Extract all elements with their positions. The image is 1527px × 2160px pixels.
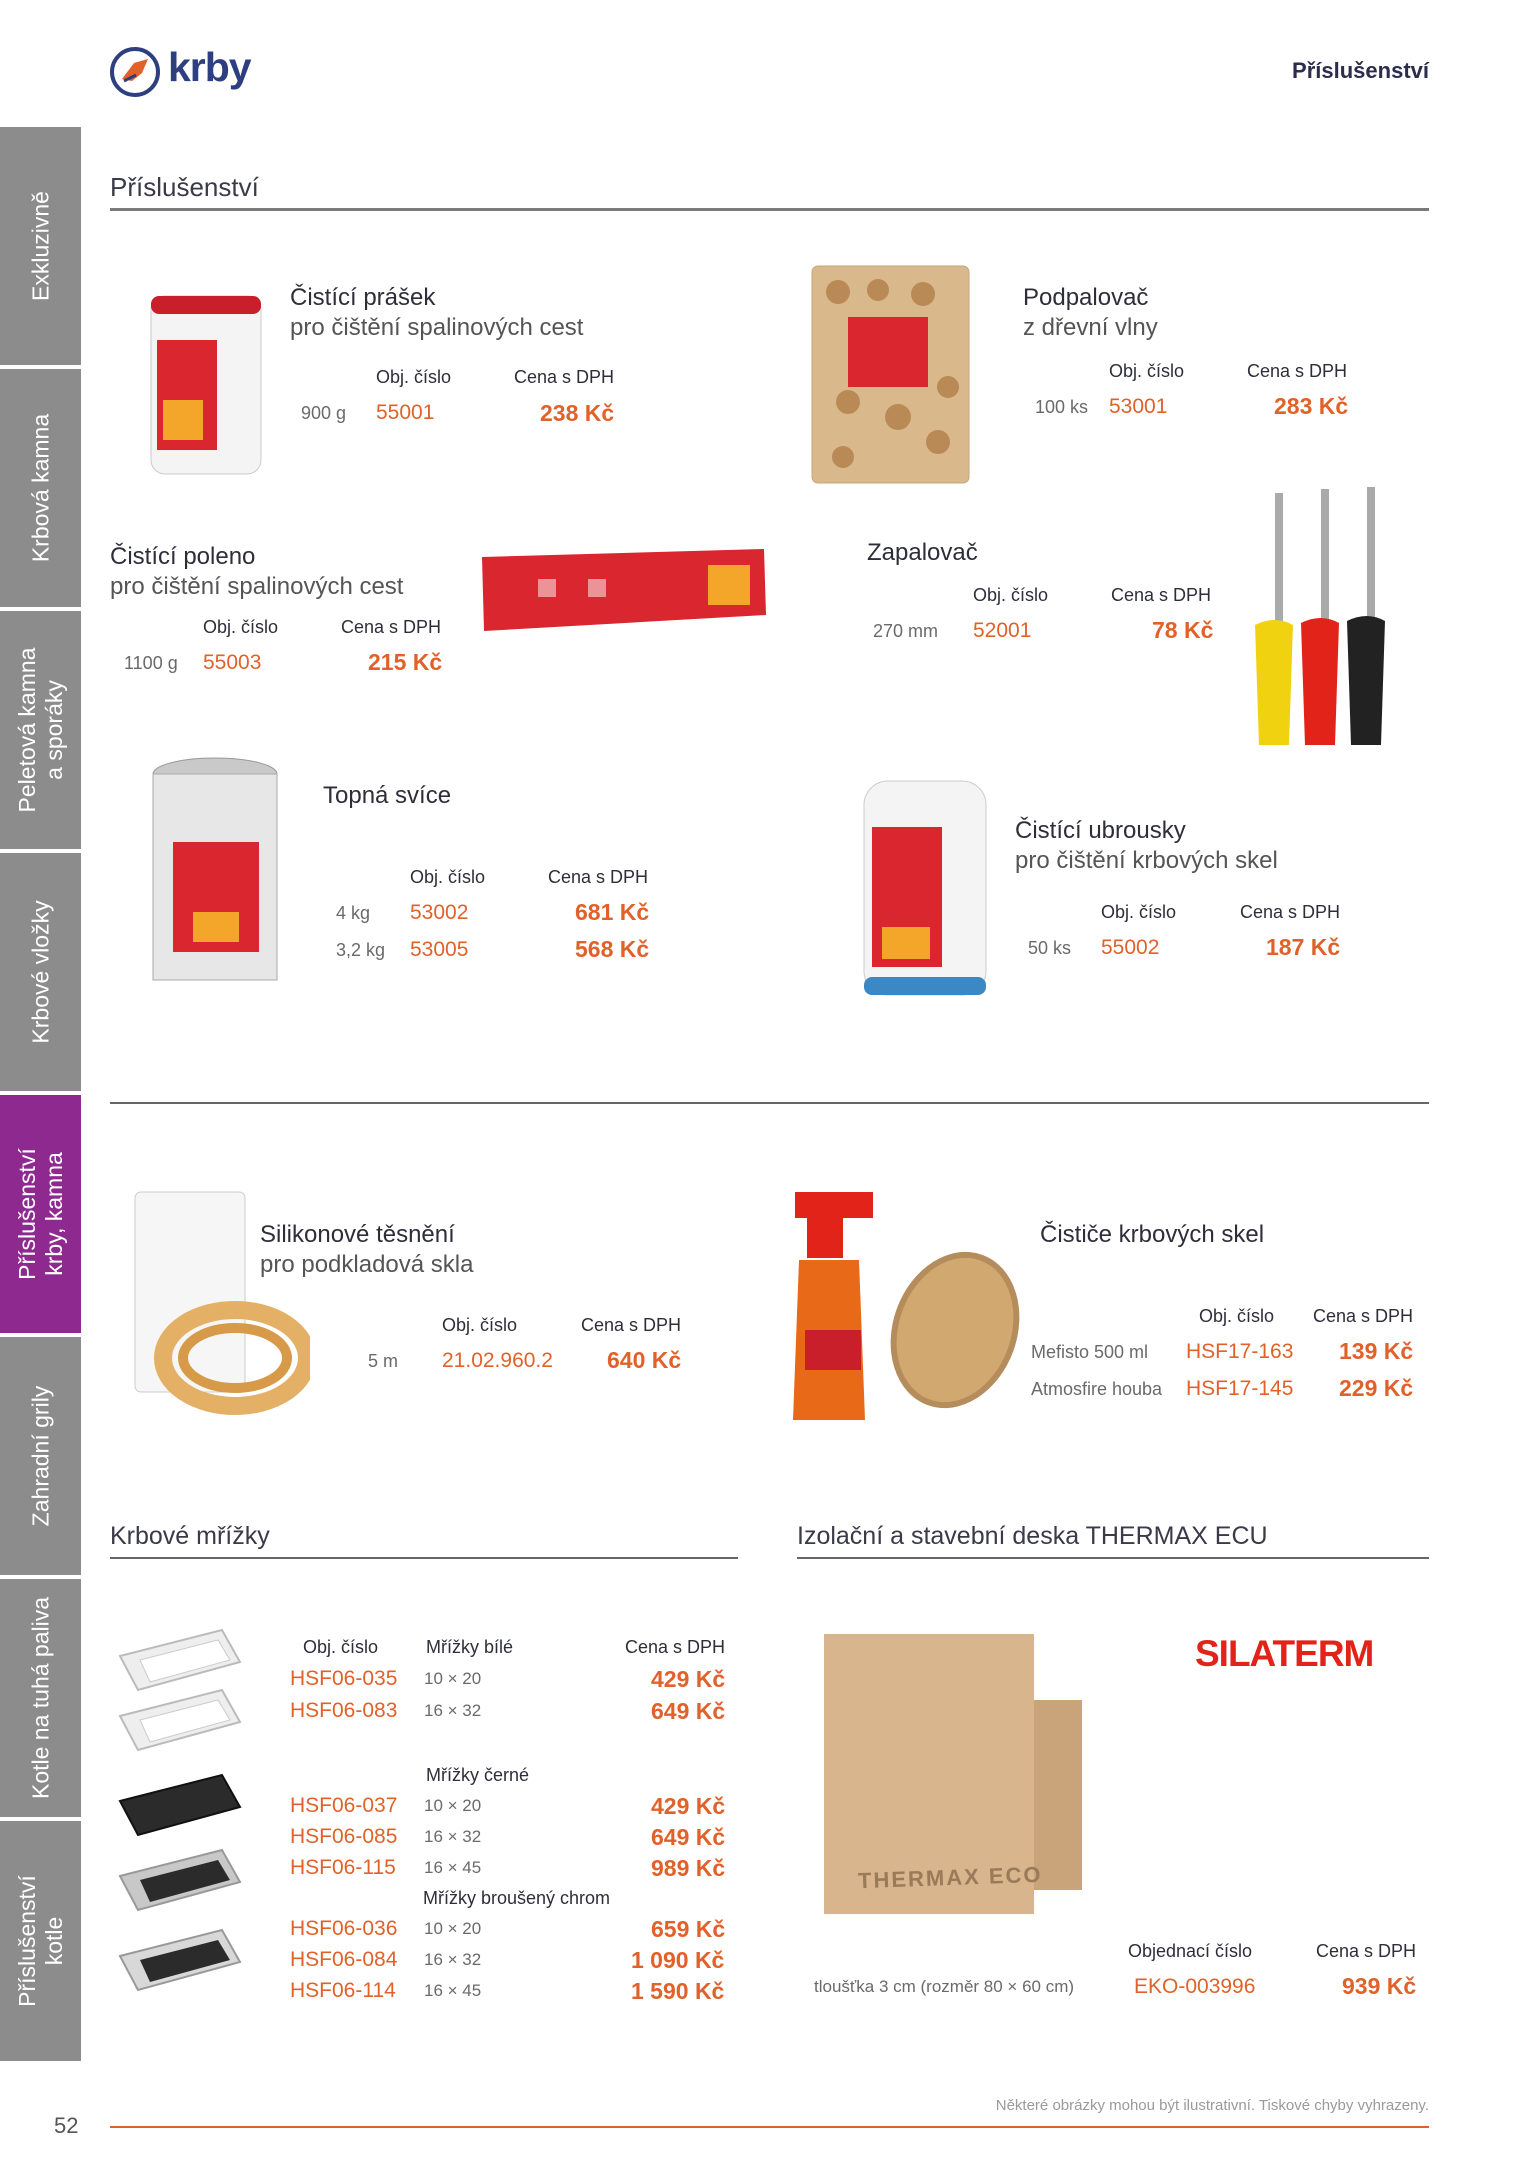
- grille-group-label: Mřížky černé: [426, 1765, 530, 1785]
- grille-price: 1 590 Kč: [631, 1978, 725, 2004]
- mrizky-title: Krbové mřížky: [110, 1522, 270, 1550]
- product-podpalovac: [1023, 283, 1158, 343]
- product-poleno: [110, 542, 403, 602]
- grille-size: 10 × 20: [424, 1796, 482, 1815]
- header-section-label: Příslušenství: [1292, 58, 1429, 83]
- product-qty: 100 ks: [1035, 397, 1089, 417]
- mrizky-divider: [110, 1557, 738, 1559]
- col-header-code: Obj. číslo: [376, 367, 452, 387]
- product-qty: 900 g: [301, 403, 347, 423]
- sidebar-item-kotle[interactable]: [0, 1579, 81, 1817]
- product-code[interactable]: 55002: [1101, 936, 1160, 959]
- product-code[interactable]: 53002: [410, 901, 469, 924]
- col-header-price: Cena s DPH: [1316, 1941, 1417, 1961]
- grille-price: 649 Kč: [651, 1698, 726, 1724]
- sidebar-item-label: a sporáky: [40, 680, 67, 780]
- product-subtitle: pro čištění spalinových cest: [290, 314, 584, 341]
- product-price: 78 Kč: [1152, 617, 1214, 643]
- sidebar-item-label: Peletová kamna: [13, 647, 40, 813]
- product-svice: [323, 781, 451, 811]
- sidebar-item-label: Krbové vložky: [27, 900, 53, 1044]
- col-header-code: Obj. číslo: [442, 1315, 518, 1335]
- product-qty: Mefisto 500 ml: [1031, 1342, 1149, 1362]
- section-divider: [110, 1102, 1429, 1104]
- product-code[interactable]: 53001: [1109, 395, 1168, 418]
- grille-size: 10 × 20: [424, 1919, 482, 1938]
- grille-code[interactable]: HSF06-084: [290, 1948, 398, 1971]
- grille-size: 16 × 32: [424, 1701, 482, 1720]
- page-number: 52: [54, 2113, 79, 2138]
- product-code[interactable]: 52001: [973, 619, 1032, 642]
- col-header-price: Cena s DPH: [514, 367, 615, 387]
- product-code[interactable]: HSF17-145: [1186, 1377, 1294, 1400]
- grille-price: 429 Kč: [651, 1666, 726, 1692]
- product-name: Čistící poleno: [110, 543, 256, 570]
- product-price: 238 Kč: [540, 400, 615, 426]
- sidebar-item-label: Kotle na tuhá paliva: [27, 1596, 53, 1800]
- grille-size: 16 × 32: [424, 1827, 482, 1846]
- product-price: 139 Kč: [1339, 1338, 1414, 1364]
- lighter-image: [1245, 485, 1405, 755]
- grille-size: 16 × 45: [424, 1981, 482, 2000]
- sidebar-item-label: Zahradní grily: [27, 1385, 53, 1527]
- product-desc: tloušťka 3 cm (rozměr 80 × 60 cm): [814, 1977, 1075, 1996]
- col-header-price: Cena s DPH: [1240, 902, 1341, 922]
- grille-price: 659 Kč: [651, 1916, 726, 1942]
- product-name: Topná svíce: [323, 782, 452, 809]
- col-header-price: Cena s DPH: [1111, 585, 1212, 605]
- col-header-code: Obj. číslo: [303, 1637, 379, 1657]
- sidebar-item-prislusenstvi-kotle[interactable]: [0, 1821, 81, 2061]
- product-price: 681 Kč: [575, 899, 650, 925]
- col-header-price: Cena s DPH: [1247, 361, 1348, 381]
- product-price: 640 Kč: [607, 1347, 682, 1373]
- sidebar-item-exkluzivne[interactable]: [0, 127, 81, 365]
- grille-code[interactable]: HSF06-115: [290, 1856, 396, 1879]
- sidebar-item-label: krby, kamna: [40, 1152, 67, 1276]
- product-code[interactable]: 53005: [410, 938, 469, 961]
- product-tesneni: [260, 1220, 473, 1280]
- grille-code[interactable]: HSF06-114: [290, 1979, 396, 2002]
- product-price: 229 Kč: [1339, 1375, 1414, 1401]
- product-code[interactable]: HSF17-163: [1186, 1340, 1294, 1363]
- sidebar-item-krbove-vlozky[interactable]: [0, 853, 81, 1091]
- glass-cleaner-spray-image: [785, 1190, 1030, 1425]
- col-header-price: Cena s DPH: [581, 1315, 682, 1335]
- col-header-code: Obj. číslo: [203, 617, 279, 637]
- logo-text: krby: [168, 44, 251, 90]
- cleaning-log-box-image: [478, 545, 770, 635]
- product-price: 568 Kč: [575, 936, 650, 962]
- product-price: 939 Kč: [1342, 1973, 1417, 1999]
- grille-code[interactable]: HSF06-035: [290, 1667, 398, 1690]
- product-subtitle: pro čištění spalinových cest: [110, 573, 404, 600]
- col-header-code: Obj. číslo: [410, 867, 486, 887]
- product-zapalovac: [867, 538, 978, 568]
- silaterm-logo: [1195, 1633, 1373, 1675]
- cleaning-wipes-tub-image: [858, 777, 992, 999]
- product-name: Čistící ubrousky: [1015, 817, 1186, 844]
- grille-code[interactable]: HSF06-085: [290, 1825, 398, 1848]
- grille-price: 649 Kč: [651, 1824, 726, 1850]
- logo-fox-icon: [110, 47, 160, 97]
- grille-group-label: Mřížky broušený chrom: [423, 1888, 611, 1908]
- sidebar-item-krbova-kamna[interactable]: [0, 369, 81, 607]
- product-subtitle: pro čištění krbových skel: [1015, 847, 1278, 874]
- thermax-board-label: THERMAX ECO: [857, 1861, 1043, 1894]
- col-header-code: Obj. číslo: [1101, 902, 1177, 922]
- product-qty: Atmosfire houba: [1031, 1379, 1163, 1399]
- product-price: 283 Kč: [1274, 393, 1349, 419]
- grille-group-label: Mřížky bílé: [426, 1637, 514, 1657]
- col-header-code: Obj. číslo: [973, 585, 1049, 605]
- product-qty: 4 kg: [336, 903, 371, 923]
- product-code[interactable]: EKO-003996: [1134, 1975, 1256, 1998]
- fire-starter-bag-image: [808, 262, 973, 487]
- grille-price: 1 090 Kč: [631, 1947, 725, 1973]
- product-name: Silikonové těsnění: [260, 1221, 455, 1248]
- silaterm-logo-text: SILATERM: [1195, 1633, 1374, 1674]
- col-header-price: Cena s DPH: [341, 617, 442, 637]
- footer-divider: [110, 2126, 1429, 2128]
- footer-note: Některé obrázky mohou být ilustrativní. Tiskové chyby vyhrazeny.: [995, 2097, 1429, 2114]
- col-header-price: Cena s DPH: [548, 867, 649, 887]
- cleaning-powder-bucket-image: [145, 290, 267, 480]
- sidebar-item-zahradni-grily[interactable]: [0, 1337, 81, 1575]
- product-qty: 1100 g: [124, 653, 178, 673]
- grille-code[interactable]: HSF06-037: [290, 1794, 398, 1817]
- fire-candle-can-image: [143, 752, 288, 992]
- product-qty: 50 ks: [1028, 938, 1072, 958]
- product-ubrousky: [1015, 816, 1278, 876]
- grille-price: 429 Kč: [651, 1793, 726, 1819]
- grille-size: 16 × 32: [424, 1950, 482, 1969]
- product-name: Čističe krbových skel: [1040, 1221, 1265, 1248]
- sidebar-item-prislusenstvi-krby[interactable]: [0, 1095, 81, 1333]
- product-name: Podpalovač: [1023, 284, 1149, 311]
- col-header-code: Objednací číslo: [1128, 1941, 1253, 1961]
- sidebar-item-label: Exkluzivně: [27, 191, 53, 301]
- grille-code[interactable]: HSF06-036: [290, 1917, 398, 1940]
- product-price: 215 Kč: [368, 649, 443, 675]
- deska-divider: [797, 1557, 1429, 1559]
- grille-size: 16 × 45: [424, 1858, 482, 1877]
- col-header-price: Cena s DPH: [1313, 1306, 1414, 1326]
- grille-size: 10 × 20: [424, 1669, 482, 1688]
- product-qty: 5 m: [368, 1351, 399, 1371]
- section-divider: [110, 208, 1429, 211]
- sidebar-item-label: kotle: [40, 1916, 67, 1966]
- product-qty: 270 mm: [873, 621, 939, 641]
- col-header-code: Obj. číslo: [1109, 361, 1185, 381]
- section-title: Příslušenství: [110, 172, 259, 202]
- product-cistice: [1040, 1220, 1264, 1250]
- product-code[interactable]: 55001: [376, 401, 435, 424]
- grille-code[interactable]: HSF06-083: [290, 1699, 398, 1722]
- sidebar-item-peletova-kamna[interactable]: [0, 611, 81, 849]
- col-header-price: Cena s DPH: [625, 1637, 726, 1657]
- grille-price: 989 Kč: [651, 1855, 726, 1881]
- deska-title: Izolační a stavební deska THERMAX ECU: [797, 1522, 1268, 1550]
- sidebar-item-label: Příslušenství: [13, 1875, 40, 2007]
- product-subtitle: z dřevní vlny: [1023, 314, 1158, 341]
- product-code[interactable]: 55003: [203, 651, 262, 674]
- sidebar-item-label: Krbová kamna: [27, 413, 53, 563]
- product-subtitle: pro podkladová skla: [260, 1251, 474, 1278]
- col-header-code: Obj. číslo: [1199, 1306, 1275, 1326]
- product-name: Zapalovač: [867, 539, 978, 566]
- fireplace-grille-image: [110, 1628, 250, 2003]
- product-cisticiprasek: [290, 283, 583, 343]
- product-code[interactable]: 21.02.960.2: [442, 1349, 553, 1372]
- product-qty: 3,2 kg: [336, 940, 386, 960]
- product-name: Čistící prášek: [290, 284, 436, 311]
- sidebar-item-label: Příslušenství: [13, 1148, 40, 1280]
- product-price: 187 Kč: [1266, 934, 1341, 960]
